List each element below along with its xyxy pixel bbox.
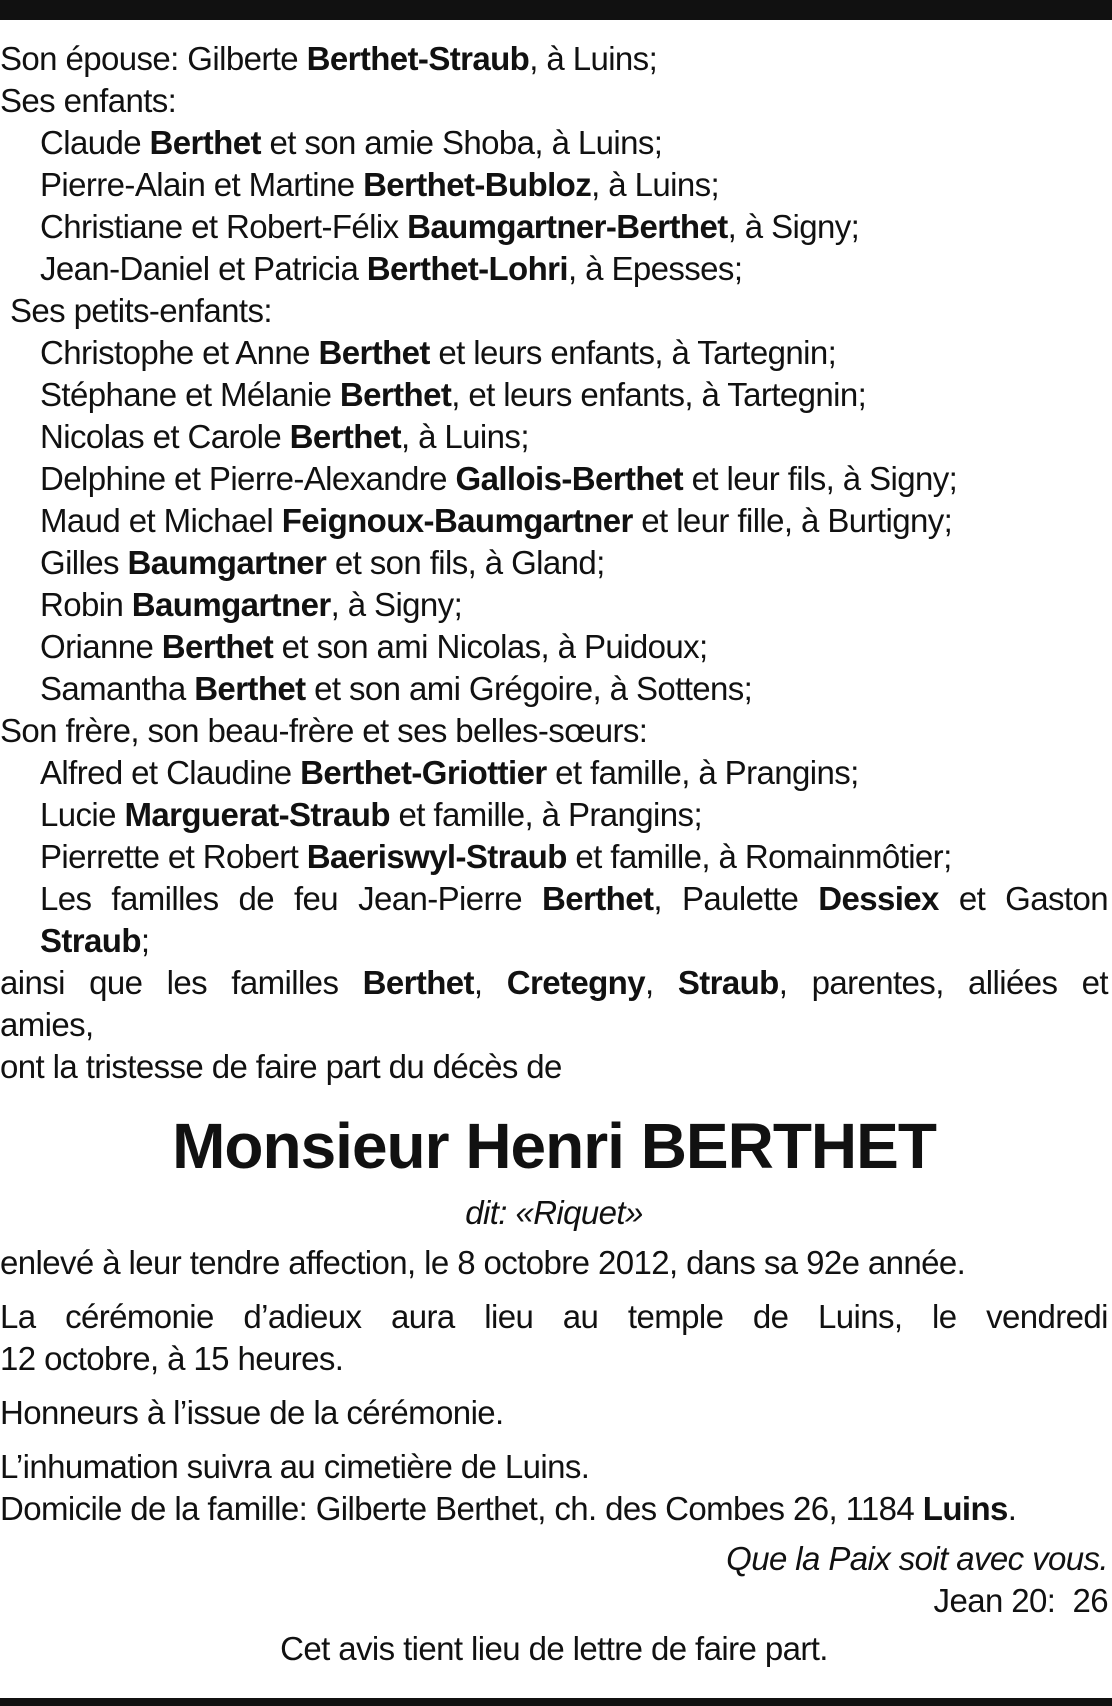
family-name: Luins [922, 1490, 1008, 1527]
ceremony-line: La cérémonie d’adieux aura lieu au temple de Luins, le vendredi [0, 1298, 1108, 1335]
children-heading: Ses enfants: [0, 82, 177, 119]
footer-note: Cet avis tient lieu de lettre de faire part. [280, 1630, 828, 1667]
family-name: Berthet-Lohri [366, 250, 568, 287]
announcement-line: ont la tristesse de faire part du décès de [0, 1048, 562, 1085]
family-name: Dessiex [818, 880, 939, 917]
family-name: Berthet [161, 628, 274, 665]
list-item: Nicolas et Carole Berthet, à Luins; [40, 418, 529, 455]
also-families-line-2: amies, [0, 1006, 94, 1043]
list-item: Gilles Baumgartner et son fils, à Gland; [40, 544, 605, 581]
burial-line: L’inhumation suivra au cimetière de Luins. [0, 1448, 590, 1485]
ceremony-line-2: 12 octobre, à 15 heures. [0, 1340, 344, 1377]
family-name: Berthet-Bubloz [363, 166, 592, 203]
late-families-line: Les familles de feu Jean-Pierre Berthet, Paulette Dessiex et Gaston [0, 878, 1108, 920]
list-item: Christiane et Robert-Félix Baumgartner-Berthet, à Signy; [40, 208, 860, 245]
list-item: Lucie Marguerat-Straub et famille, à Prangins; [40, 796, 703, 833]
list-item: Orianne Berthet et son ami Nicolas, à Puidoux; [40, 628, 708, 665]
obituary-notice [0, 38, 1108, 1670]
family-name: Berthet-Straub [306, 40, 530, 77]
family-name: Berthet [149, 124, 261, 161]
list-item: Robin Baumgartner, à Signy; [40, 586, 463, 623]
list-item: Delphine et Pierre-Alexandre Gallois-Berthet et leur fils, à Signy; [40, 460, 958, 497]
list-item: Pierre-Alain et Martine Berthet-Bubloz, à Luins; [40, 166, 720, 203]
death-line: enlevé à leur tendre affection, le 8 octobre 2012, dans sa 92e année. [0, 1244, 966, 1281]
list-item: Christophe et Anne Berthet et leurs enfants, à Tartegnin; [40, 334, 837, 371]
family-name: Berthet-Griottier [300, 754, 547, 791]
deceased-name: Monsieur Henri BERTHET [172, 1110, 936, 1182]
list-item: Maud et Michael Feignoux-Baumgartner et leur fille, à Burtigny; [40, 502, 953, 539]
family-name: Straub [677, 964, 779, 1001]
top-rule [0, 0, 1112, 20]
bottom-rule [0, 1698, 1112, 1706]
quote: Que la Paix soit avec vous. [726, 1540, 1108, 1577]
nickname: dit: «Riquet» [465, 1194, 643, 1231]
family-name: Baeriswyl-Straub [306, 838, 567, 875]
domicile-line: Domicile de la famille: Gilberte Berthet, ch. des Combes 26, 1184 Luins. [0, 1490, 1017, 1527]
family-name: Cretegny [506, 964, 645, 1001]
also-families-line: ainsi que les familles Berthet, Cretegny, Straub, parentes, alliées et [0, 964, 1108, 1001]
family-name: Berthet [542, 880, 654, 917]
family-name: Baumgartner-Berthet [407, 208, 728, 245]
family-name: Baumgartner [127, 544, 327, 581]
list-item: Alfred et Claudine Berthet-Griottier et famille, à Prangins; [40, 754, 859, 791]
siblings-heading: Son frère, son beau-frère et ses belles-sœurs: [0, 712, 648, 749]
list-item: Samantha Berthet et son ami Grégoire, à Sottens; [40, 670, 753, 707]
family-name: Straub [40, 922, 141, 959]
list-item: Claude Berthet et son amie Shoba, à Luins; [40, 124, 663, 161]
family-name: Marguerat-Straub [124, 796, 390, 833]
list-item: Stéphane et Mélanie Berthet, et leurs enfants, à Tartegnin; [40, 376, 867, 413]
family-name: Berthet [339, 376, 452, 413]
spouse-line: Son épouse: Gilberte Berthet-Straub, à Luins; [0, 40, 658, 77]
family-name: Berthet [362, 964, 474, 1001]
family-name: Berthet [194, 670, 306, 707]
family-name: Gallois-Berthet [455, 460, 684, 497]
honors-line: Honneurs à l’issue de la cérémonie. [0, 1394, 504, 1431]
family-name: Berthet [318, 334, 430, 371]
grandchildren-heading: Ses petits-enfants: [10, 292, 272, 329]
family-name: Berthet [289, 418, 401, 455]
quote-reference: Jean 20: 26 [933, 1582, 1108, 1619]
family-name: Baumgartner [131, 586, 331, 623]
late-families-line-2: Straub; [40, 922, 150, 959]
list-item: Pierrette et Robert Baeriswyl-Straub et famille, à Romainmôtier; [40, 838, 952, 875]
family-name: Feignoux-Baumgartner [281, 502, 633, 539]
list-item: Jean-Daniel et Patricia Berthet-Lohri, à Epesses; [40, 250, 743, 287]
